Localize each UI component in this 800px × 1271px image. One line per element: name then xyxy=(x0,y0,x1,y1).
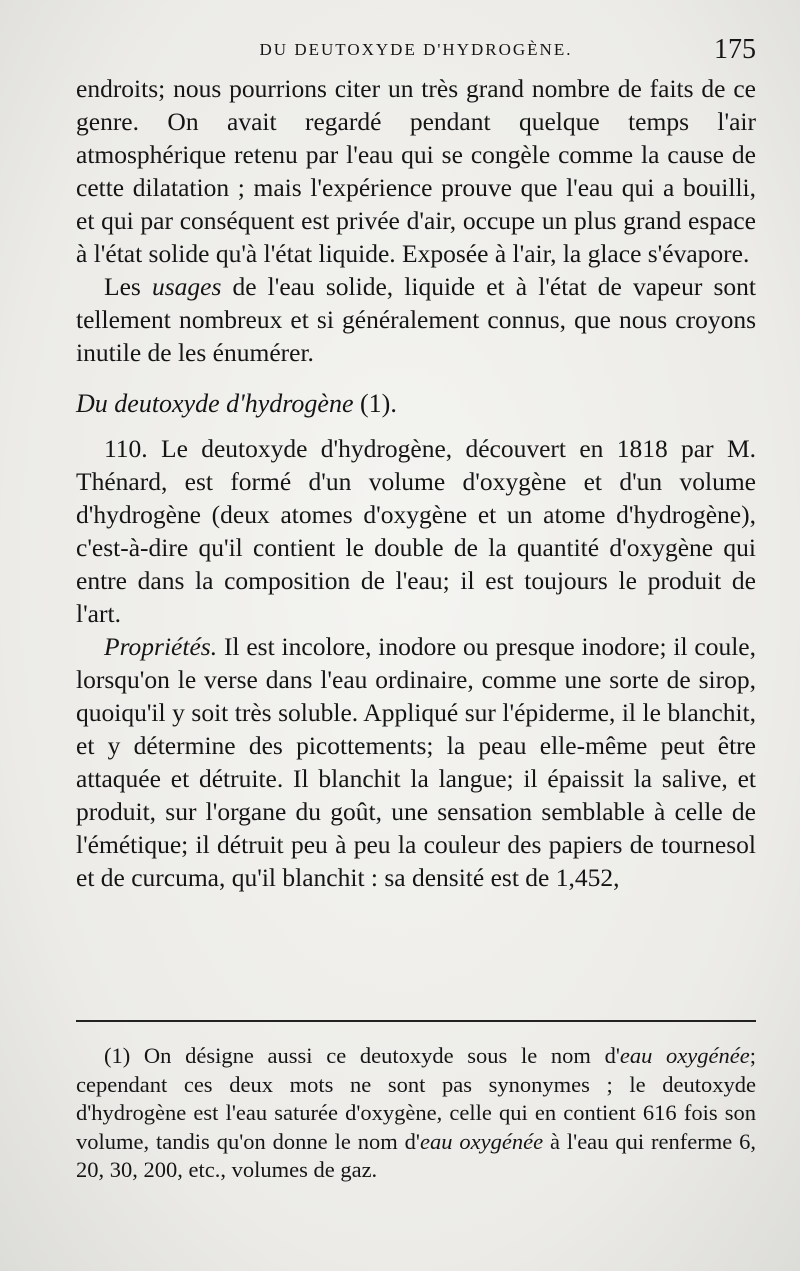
footnote-divider xyxy=(76,1020,756,1022)
footnote-italic-1: eau oxygénée xyxy=(619,1043,750,1068)
running-head xyxy=(76,30,756,70)
section-heading xyxy=(76,387,756,420)
proprietes-text: Il est incolore, inodore ou presque inodore; il coule, lorsqu'on le verse dans l'eau ordinaire, comme une sorte de sirop, quoiqu'il y soit très soluble. Appliqué sur l'épiderme, il le blanchit, et y détermine des picottements; la peau elle-même peut être attaquée et détruite. Il blanchit la langue; il épaissit la salive, et produit, sur l'organe du goût, une sensation semblable à celle de l'émétique; il détruit peu à peu la couleur des papiers de tournesol et de curcuma, qu'il blanchit : sa densité est de 1,452, xyxy=(76,632,756,892)
footnote-text xyxy=(76,1042,756,1185)
paragraph-usages xyxy=(76,270,756,369)
proprietes-heading: Propriétés. xyxy=(104,632,218,661)
footnote xyxy=(76,1042,756,1185)
usages-lead: Les xyxy=(104,272,152,301)
footnote-part-1: On désigne aussi ce deutoxyde sous le nom d' xyxy=(130,1043,620,1068)
page-number: 175 xyxy=(714,34,756,65)
footnote-part-2: ; cependant ces deux mots ne sont pas synonymes ; le deutoxyde d'hydrogène est l'eau saturée d'oxygène, celle qui en contient 616 fois son volume, tandis qu'on donne le nom d' xyxy=(76,1043,757,1154)
footnote-marker: (1) xyxy=(104,1043,131,1068)
paragraph-110: 110. Le deutoxyde d'hydrogène, découvert en 1818 par M. Thénard, est formé d'un volume d'oxygène et d'un volume d'hydrogène (deux atomes d'oxygène et un atome d'hydrogène), c'est-à-dire qu'il contient le double de la quantité d'oxygène qui entre dans la composition de l'eau; il est toujours le produit de l'art. xyxy=(76,434,756,628)
section-title: Du deutoxyde d'hydrogène xyxy=(76,389,354,418)
paragraph-proprietes xyxy=(76,630,756,894)
footnote-part-3: à l'eau qui renferme 6, 20, 30, 200, etc., volumes de gaz. xyxy=(76,1128,756,1182)
footnote-reference: (1). xyxy=(353,389,397,418)
paragraph-dilatation: endroits; nous pourrions citer un très grand nombre de faits de ce genre. On avait regardé pendant quelque temps l'air atmosphérique retenu par l'eau qui se congèle comme la cause de cette dilatation ; mais l'expérience prouve que l'eau qui a bouilli, et qui par conséquent est privée d'air, occupe un plus grand espace à l'état solide qu'à l'état liquide. Exposée à l'air, la glace s'évapore. xyxy=(76,74,756,268)
usages-rest: de l'eau solide, liquide et à l'état de vapeur sont tellement nombreux et si généralement connus, que nous croyons inutile de les énumérer. xyxy=(76,272,756,367)
footnote-italic-2: eau oxygénée xyxy=(419,1128,544,1154)
usages-term: usages xyxy=(151,272,222,301)
main-text xyxy=(76,72,756,894)
running-title: DU DEUTOXYDE D'HYDROGÈNE. xyxy=(259,40,573,59)
